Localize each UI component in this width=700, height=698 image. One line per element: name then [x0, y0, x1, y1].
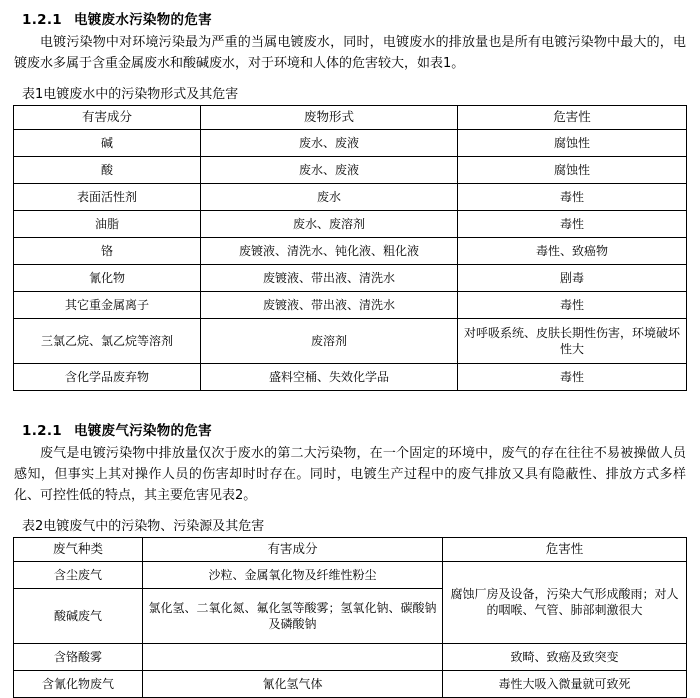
table-cell: 废溶剂: [201, 318, 458, 363]
table-cell: 铬: [14, 237, 201, 264]
table-cell: 酸碱废气: [14, 588, 143, 643]
table-1-header-cell: 危害性: [458, 106, 687, 130]
table-row: [14, 264, 687, 291]
table-cell: [143, 643, 443, 670]
section-title-1: 电镀废水污染物的危害: [73, 12, 212, 28]
table-cell: 盛料空桶、失效化学品: [201, 363, 458, 390]
table-cell: 毒性: [458, 291, 687, 318]
table-cell: 含化学品废弃物: [14, 363, 201, 390]
table-cell: 毒性: [458, 363, 687, 390]
table-cell: 腐蚀性: [458, 156, 687, 183]
section-number-1: 1.2.1: [22, 12, 62, 28]
table-2: [13, 537, 687, 698]
table-cell: 油脂: [14, 210, 201, 237]
table-1-header-row: [14, 106, 687, 130]
table-row: [14, 291, 687, 318]
table-cell: 废镀液、清洗水、钝化液、粗化液: [201, 237, 458, 264]
table-cell: 毒性: [458, 210, 687, 237]
table-cell: 剧毒: [458, 264, 687, 291]
table-1-header-cell: 有害成分: [14, 106, 201, 130]
table-row: [14, 237, 687, 264]
document-page: [0, 8, 700, 691]
table-cell: 腐蚀性: [458, 129, 687, 156]
table-row: [14, 156, 687, 183]
table-cell: 废水、废液: [201, 129, 458, 156]
section-heading-2: [22, 419, 700, 439]
table-cell: 毒性大吸入微量就可致死: [443, 670, 687, 697]
table-cell: 含尘废气: [14, 561, 143, 588]
table-cell: 三氯乙烷、氯乙烷等溶剂: [14, 318, 201, 363]
section-title-2: 电镀废气污染物的危害: [73, 422, 212, 439]
section-number-2: 1.2.1: [22, 422, 62, 439]
table-cell: 废水、废溶剂: [201, 210, 458, 237]
table-cell: 含氰化物废气: [14, 670, 143, 697]
table-row: [14, 183, 687, 210]
table-2-header-row: [14, 538, 687, 562]
table-2-caption: 表2电镀废气中的污染物、污染源及其危害: [22, 519, 265, 535]
table-cell: 毒性、致癌物: [458, 237, 687, 264]
table-row: [14, 318, 687, 363]
section-heading-1: [22, 8, 700, 28]
section-paragraph-1: 电镀污染物中对环境污染最为严重的当属电镀废水，同时，电镀废水的排放量也是所有电镀污染物中最大的，电镀废水多属于含重金属废水和酸碱废水，对于环境和人体的危害较大，如表1。: [14, 35, 686, 72]
table-row: [14, 363, 687, 390]
table-cell: 氰化物: [14, 264, 201, 291]
table-cell: 表面活性剂: [14, 183, 201, 210]
table-cell: 酸: [14, 156, 201, 183]
table-cell: 含铬酸雾: [14, 643, 143, 670]
table-2-header-cell: 废气种类: [14, 538, 143, 562]
table-cell: 废水: [201, 183, 458, 210]
table-cell: 其它重金属离子: [14, 291, 201, 318]
table-cell: 废镀液、带出液、清洗水: [201, 264, 458, 291]
table-cell: 毒性: [458, 183, 687, 210]
table-cell: 废水、废液: [201, 156, 458, 183]
table-row: [14, 561, 687, 588]
table-row: [14, 210, 687, 237]
table-cell: 废镀液、带出液、清洗水: [201, 291, 458, 318]
table-cell: 氰化氢气体: [143, 670, 443, 697]
table-2-header-cell: 危害性: [443, 538, 687, 562]
table-cell: 致畸、致癌及致突变: [443, 643, 687, 670]
table-1-caption: 表1电镀废水中的污染物形式及其危害: [22, 87, 239, 103]
table-row: [14, 129, 687, 156]
table-row: [14, 643, 687, 670]
table-cell: 对呼吸系统、皮肤长期性伤害，环境破坏性大: [458, 318, 687, 363]
table-1-header-cell: 废物形式: [201, 106, 458, 130]
table-cell: 碱: [14, 129, 201, 156]
table-cell: 腐蚀厂房及设备，污染大气形成酸雨；对人的咽喉、气管、肺部刺激很大: [443, 561, 687, 643]
table-1: [13, 105, 687, 391]
section-paragraph-2: 废气是电镀污染物中排放量仅次于废水的第二大污染物，在一个固定的环境中，废气的存在往往不易被操做人员感知，但事实上其对操作人员的伤害却时时存在。同时，电镀生产过程中的废气排放又具有隐蔽性、排放方式多样化、可控性低的特点，其主要危害见表2。: [14, 445, 686, 504]
table-cell: 氯化氢、二氧化氮、氟化氢等酸雾；氢氧化钠、碳酸钠及磷酸钠: [143, 588, 443, 643]
table-2-header-cell: 有害成分: [143, 538, 443, 562]
table-cell: 沙粒、金属氧化物及纤维性粉尘: [143, 561, 443, 588]
table-row: [14, 670, 687, 697]
